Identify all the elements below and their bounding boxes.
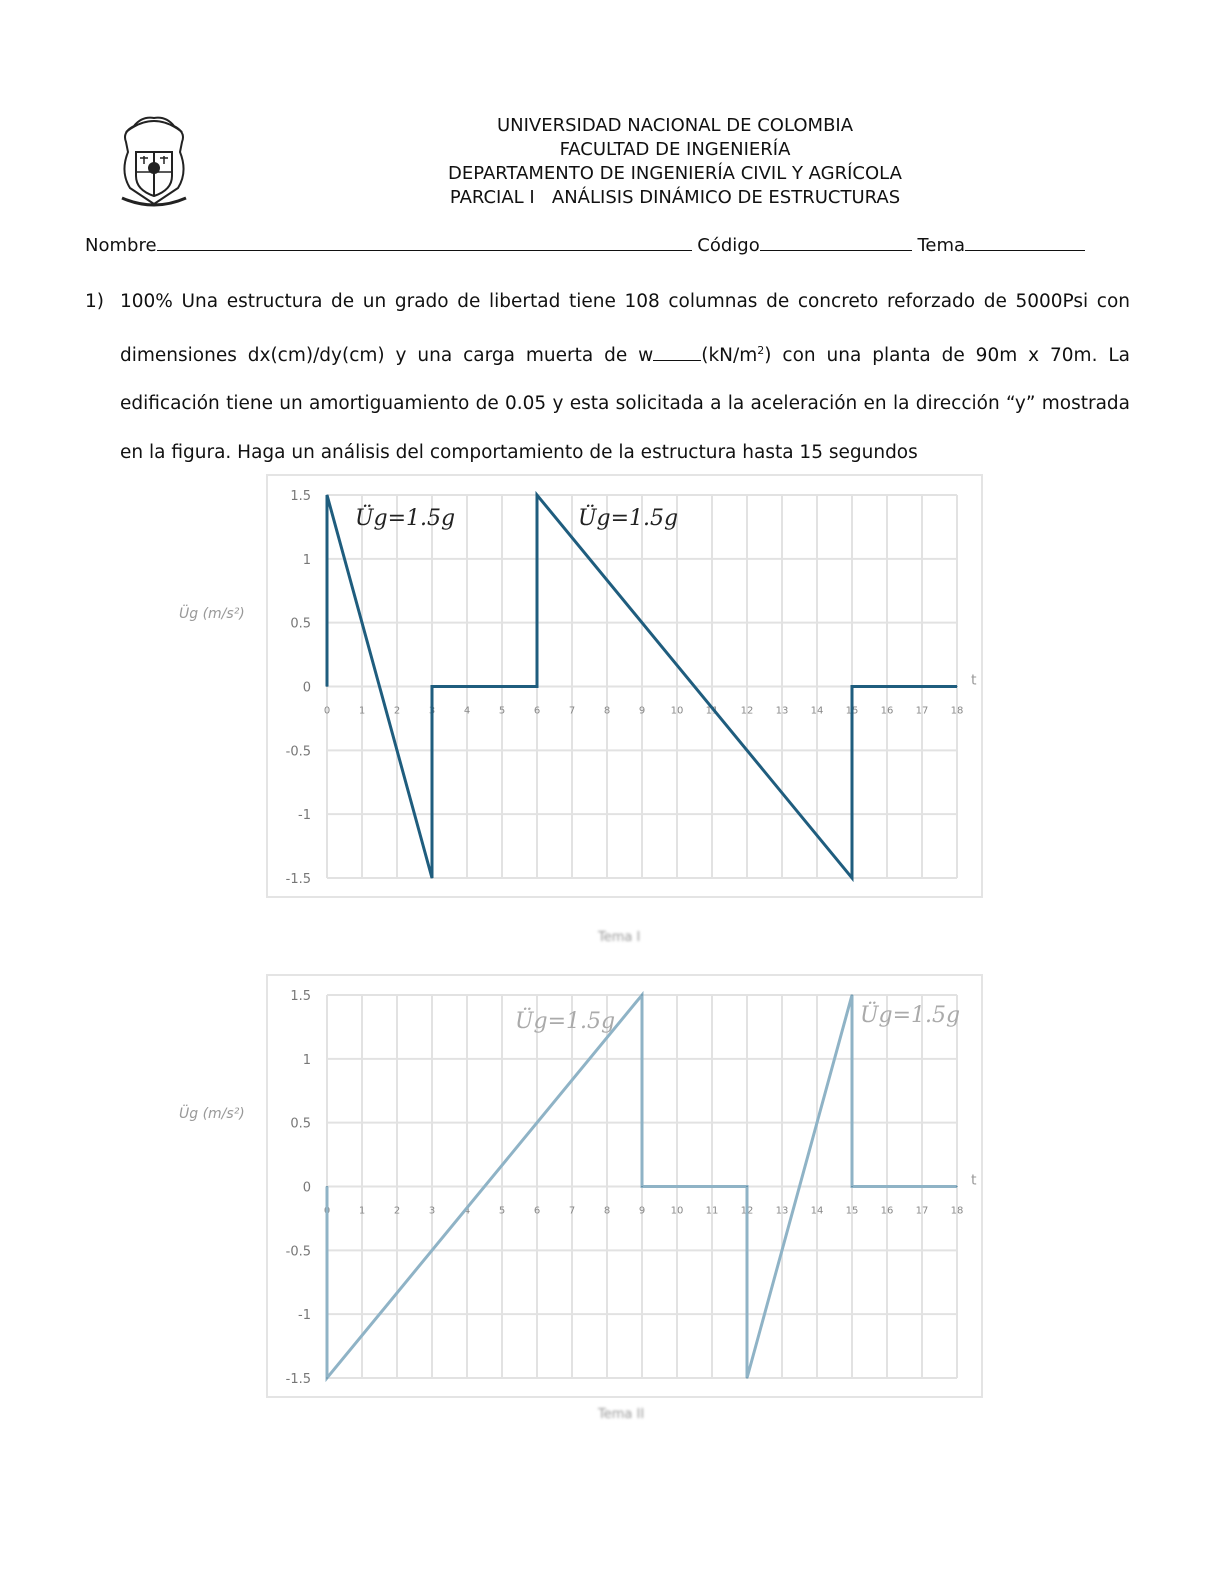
x-tick-label: 1 [358,1205,366,1217]
annotation-label: Üg=1.5g [515,1009,616,1034]
university-name: UNIVERSIDAD NACIONAL DE COLOMBIA [496,115,854,136]
y-tick-label: 0 [302,680,311,696]
y-axis-label: Üg (m/s²) [179,606,245,622]
x-tick-label: 11 [705,705,719,717]
data-point [537,686,538,687]
x-tick-label: 18 [950,1205,964,1217]
data-point [432,686,433,687]
x-tick-label: 2 [393,1205,401,1217]
x-tick-label: 13 [775,1205,789,1217]
x-tick-label: 9 [638,705,646,717]
x-tick-label: 11 [705,1205,719,1217]
x-tick-label: 6 [533,705,541,717]
x-tick-label: 14 [810,705,824,717]
x-axis-label: t [971,672,977,689]
y-tick-label: 1 [302,552,311,568]
x-tick-label: 10 [670,705,684,717]
question-text-b: (kN/m [701,344,758,366]
data-point [642,995,643,996]
data-point [537,495,538,496]
x-tick-label: 3 [428,1205,436,1217]
data-point [957,686,958,687]
x-tick-label: 12 [740,705,754,717]
student-fields [85,232,1085,256]
y-tick-label: -1 [298,808,311,824]
question-sup: 2 [757,343,765,357]
university-crest-logo [112,112,196,210]
question-1 [85,278,1130,477]
chart-2-caption: Tema II [598,1407,645,1422]
data-point [747,1378,748,1379]
exam-title: PARCIAL I ANÁLISIS DINÁMICO DE ESTRUCTURAS [449,187,901,208]
y-tick-label: -1.5 [285,1372,311,1387]
chart-1-caption: Tema I [598,930,641,945]
x-tick-label: 17 [915,705,929,717]
y-tick-label: -0.5 [285,744,311,760]
annotation-label: Üg=1.5g [578,506,679,531]
y-tick-label: 0.5 [290,616,311,632]
data-point [747,1186,748,1187]
y-tick-label: -1.5 [285,872,311,887]
data-point [327,686,328,687]
x-tick-label: 18 [950,705,964,717]
x-tick-label: 17 [915,1205,929,1217]
x-tick-label: 0 [323,705,331,717]
x-tick-label: 16 [880,1205,894,1217]
question-text [120,278,1130,477]
question-number: 1) [85,291,104,312]
x-tick-label: 14 [810,1205,824,1217]
topic-field[interactable] [965,232,1085,251]
x-tick-label: 6 [533,1205,541,1217]
data-point [852,1186,853,1187]
x-tick-label: 16 [880,705,894,717]
department-name: DEPARTAMENTO DE INGENIERÍA CIVIL Y AGRÍCOLA [448,163,902,184]
y-tick-label: 1.5 [290,989,311,1004]
x-tick-label: 7 [568,705,576,717]
x-tick-label: 8 [603,705,611,717]
code-label: Código [697,235,760,256]
data-point [432,878,433,879]
x-tick-label: 0 [323,1205,331,1217]
x-tick-label: 2 [393,705,401,717]
y-tick-label: -1 [298,1308,311,1324]
x-tick-label: 15 [845,1205,859,1217]
x-tick-label: 4 [463,1205,471,1217]
annotation-label: Üg=1.5g [355,506,456,531]
chart-tema-1 [165,470,995,910]
x-tick-label: 10 [670,1205,684,1217]
name-field[interactable] [157,232,692,251]
code-field[interactable] [760,232,912,251]
data-point [852,686,853,687]
x-tick-label: 4 [463,705,471,717]
x-tick-label: 13 [775,705,789,717]
x-tick-label: 5 [498,705,506,717]
data-point [327,1378,328,1379]
x-tick-label: 12 [740,1205,754,1217]
y-tick-label: 0 [302,1180,311,1196]
faculty-name: FACULTAD DE INGENIERÍA [559,139,791,160]
x-tick-label: 9 [638,1205,646,1217]
data-point [327,1186,328,1187]
question-text-c: ) con una planta de 90m x 70m. La edificación tiene un amortiguamiento de 0.05 y esta solicitada a la aceleración en la dirección “y” mostrada en la figura. Haga un análisis del comportamiento de la estructura hasta 15 segundos [120,344,1130,463]
y-axis-label: Üg (m/s²) [179,1106,245,1122]
topic-label: Tema [917,235,966,256]
chart-tema-2 [165,970,995,1410]
data-point [327,495,328,496]
x-tick-label: 7 [568,1205,576,1217]
annotation-label: Üg=1.5g [860,1003,961,1028]
x-tick-label: 8 [603,1205,611,1217]
x-axis-label: t [971,1172,977,1189]
dead-load-blank[interactable] [653,344,701,361]
y-tick-label: 1 [302,1052,311,1068]
question-text-a: 100% Una estructura de un grado de libertad tiene 108 columnas de concreto reforzado de 5000Psi con dimensiones dx(cm)/dy(cm) y una carga muerta de w [120,291,1130,366]
name-label: Nombre [85,235,157,256]
x-tick-label: 5 [498,1205,506,1217]
y-tick-label: 0.5 [290,1116,311,1132]
y-tick-label: 1.5 [290,489,311,504]
data-point [852,878,853,879]
x-tick-label: 1 [358,705,366,717]
y-tick-label: -0.5 [285,1244,311,1260]
x-tick-label: 15 [845,705,859,717]
data-point [642,1186,643,1187]
x-tick-label: 3 [428,705,436,717]
data-point [852,995,853,996]
data-point [957,1186,958,1187]
